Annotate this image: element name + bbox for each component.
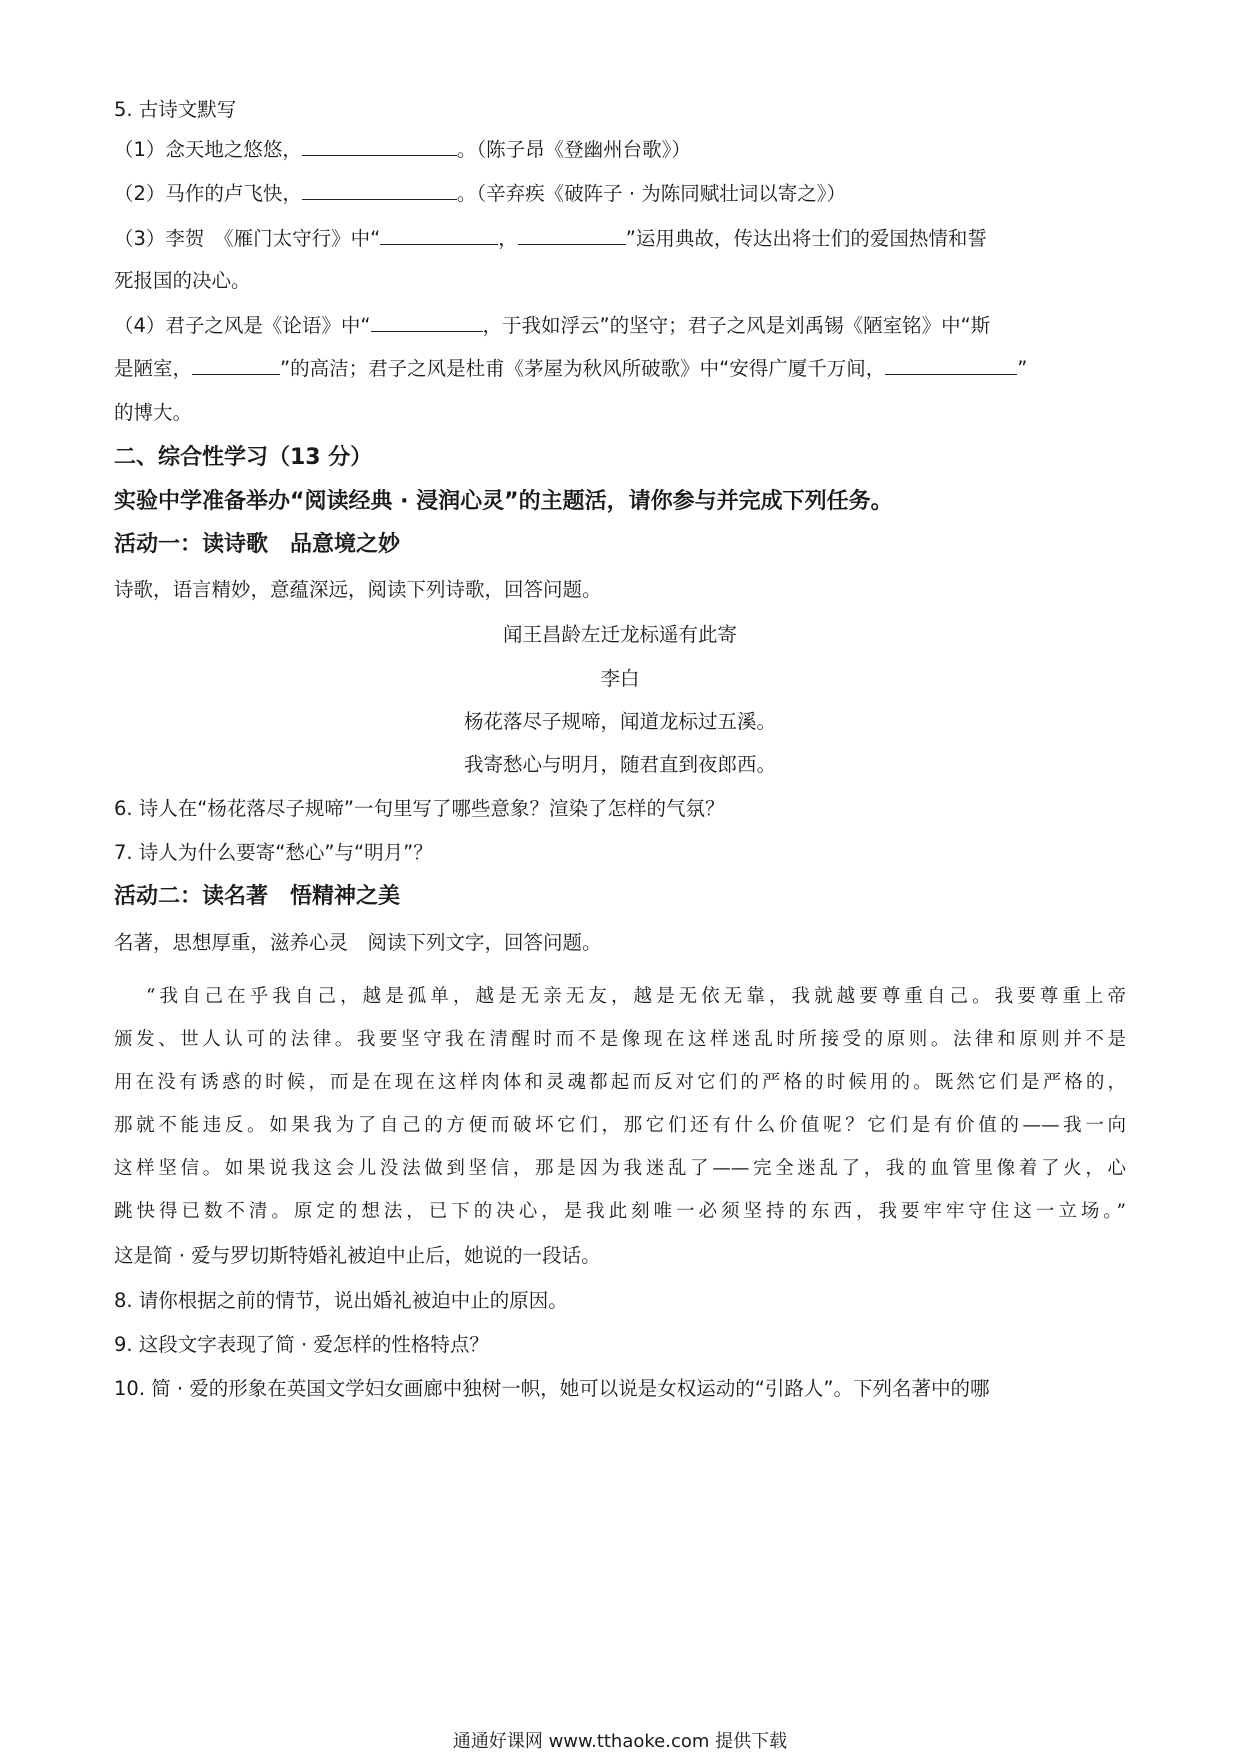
footer-credit: 通通好课网 www.tthaoke.com 提供下载 — [452, 1731, 788, 1752]
answer-blank[interactable] — [371, 311, 483, 332]
q5-1-text: （1）念天地之悠悠， — [114, 138, 302, 161]
passage-line: 跳快得已数不清。原定的想法，已下的决心，是我此刻唯一必须坚持的东西，我要牢牢守住这一立场。” — [114, 1201, 1126, 1222]
q5-item-2 — [114, 179, 1126, 209]
q5-1-source: 。（陈子昂《登幽州台歌》） — [456, 138, 691, 161]
activity-1-desc: 诗歌，语言精妙，意蕴深远，阅读下列诗歌，回答问题。 — [114, 578, 602, 601]
passage-note: 这是简 · 爱与罗切斯特婚礼被迫中止后，她说的一段话。 — [114, 1244, 601, 1267]
poem-title: 闻王昌龄左迁龙标遥有此寄 — [502, 623, 737, 646]
answer-blank[interactable] — [192, 354, 280, 375]
q5-item-3 — [114, 224, 1126, 254]
answer-blank[interactable] — [302, 179, 457, 200]
passage-line: 颁发、世人认可的法律。我要坚守我在清醒时而不是像现在这样迷乱时所接受的原则。法律和原则并不是 — [114, 1029, 1126, 1050]
q5-2-source: 。（辛弃疾《破阵子 · 为陈同赋壮词以寄之》） — [456, 182, 847, 205]
answer-blank[interactable] — [302, 135, 457, 156]
passage-line: 那就不能违反。如果我为了自己的方便而破坏它们，那它们还有什么价值呢？它们是有价值的——我一向 — [114, 1115, 1126, 1136]
q5-4-text-c: 是陋室， — [114, 357, 193, 380]
q5-item-4-end: 的博大。 — [114, 401, 193, 424]
q5-4-text-b: ，于我如浮云”的坚守；君子之风是刘禹锡《陋室铭》中“斯 — [482, 314, 991, 337]
poem-author: 李白 — [600, 667, 640, 690]
poem-line-2: 我寄愁心与明月，随君直到夜郎西。 — [463, 753, 776, 776]
q5-3-text-c: ”运用典故，传达出将士们的爱国热情和誓 — [625, 227, 987, 250]
question-9: 9. 这段文字表现了简 · 爱怎样的性格特点？ — [114, 1333, 489, 1356]
q5-4-text-e: ” — [1017, 357, 1028, 380]
question-6: 6. 诗人在“杨花落尽子规啼”一句里写了哪些意象？渲染了怎样的气氛？ — [114, 797, 725, 820]
q5-item-4-cont — [114, 354, 1126, 384]
poem-line-1: 杨花落尽子规啼，闻道龙标过五溪。 — [463, 710, 776, 733]
q5-3-text-a: （3）李贺 《雁门太守行》中“ — [114, 227, 381, 250]
q5-3-comma: ， — [498, 227, 518, 250]
question-10: 10. 简 · 爱的形象在英国文学妇女画廊中独树一帜，她可以说是女权运动的“引路人”。下列名著中的哪 — [114, 1377, 990, 1400]
activity-1-heading: 活动一：读诗歌 品意境之妙 — [114, 532, 401, 557]
q5-item-4 — [114, 311, 1126, 341]
passage-line: 用在没有诱惑的时候，而是在现在这样肉体和灵魂都起而反对它们的严格的时候用的。既然它们是严格的， — [114, 1072, 1126, 1093]
q5-2-text: （2）马作的卢飞快， — [114, 182, 302, 205]
q5-4-text-a: （4）君子之风是《论语》中“ — [114, 314, 371, 337]
passage-line: “我自己在乎我自己，越是孤单，越是无亲无友，越是无依无靠，我就越要尊重自己。我要尊重上帝 — [146, 986, 1126, 1007]
q5-title: 5. 古诗文默写 — [114, 98, 237, 121]
section-2-heading: 二、综合性学习（13 分） — [114, 445, 373, 470]
answer-blank[interactable] — [380, 224, 498, 245]
q5-item-3-cont: 死报国的决心。 — [114, 269, 251, 292]
q5-4-text-d: ”的高洁；君子之风是杜甫《茅屋为秋风所破歌》中“安得广厦千万间， — [280, 357, 886, 380]
q5-item-1 — [114, 135, 1126, 165]
answer-blank[interactable] — [518, 224, 626, 245]
question-8: 8. 请你根据之前的情节，说出婚礼被迫中止的原因。 — [114, 1289, 568, 1312]
activity-2-desc: 名著，思想厚重，滋养心灵 阅读下列文字，回答问题。 — [114, 931, 602, 954]
section-2-intro: 实验中学准备举办“阅读经典 · 浸润心灵”的主题活，请你参与并完成下列任务。 — [114, 489, 893, 514]
activity-2-heading: 活动二：读名著 悟精神之美 — [114, 884, 401, 909]
passage-line: 这样坚信。如果说我这会儿没法做到坚信，那是因为我迷乱了——完全迷乱了，我的血管里像着了火，心 — [114, 1158, 1126, 1179]
question-7: 7. 诗人为什么要寄“愁心”与“明月”？ — [114, 841, 433, 864]
answer-blank[interactable] — [885, 354, 1017, 375]
